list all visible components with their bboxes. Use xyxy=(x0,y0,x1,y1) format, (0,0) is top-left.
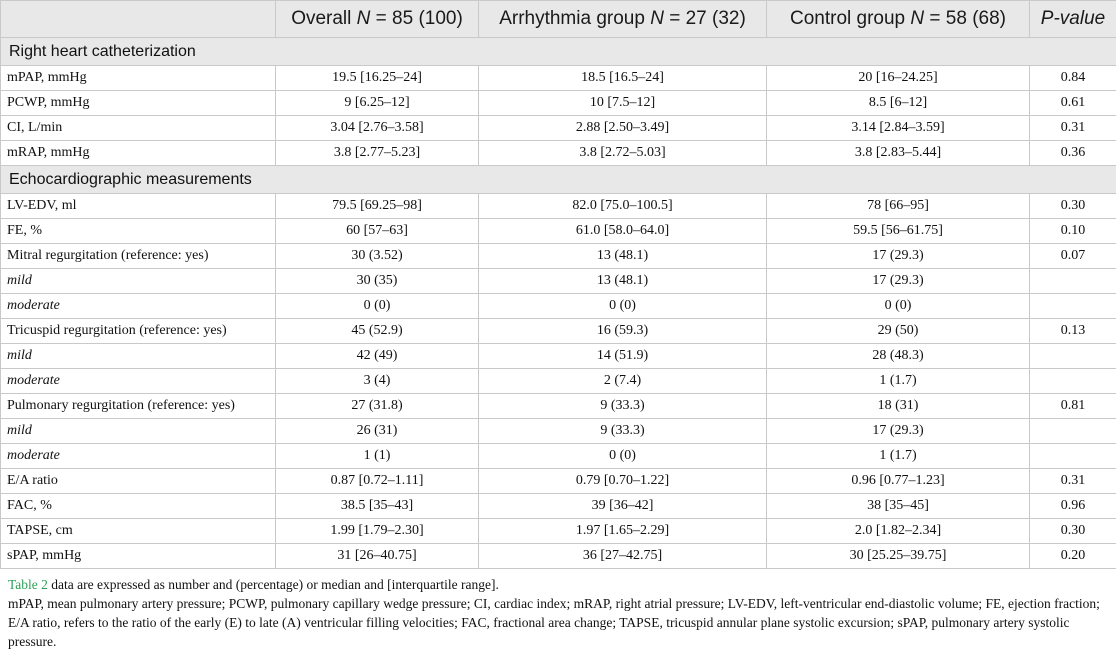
row-label: moderate xyxy=(1,444,276,469)
cell-arrhythmia: 1.97 [1.65–2.29] xyxy=(479,519,767,544)
cell-arrhythmia: 2 (7.4) xyxy=(479,369,767,394)
row-label: moderate xyxy=(1,294,276,319)
row-label: Tricuspid regurgitation (reference: yes) xyxy=(1,319,276,344)
row-label: LV-EDV, ml xyxy=(1,194,276,219)
row-label: Pulmonary regurgitation (reference: yes) xyxy=(1,394,276,419)
cell-control: 17 (29.3) xyxy=(767,244,1030,269)
row-label: mild xyxy=(1,344,276,369)
cell-pvalue xyxy=(1030,269,1116,294)
header-row xyxy=(1,1,1116,38)
cell-pvalue xyxy=(1030,344,1116,369)
cell-overall: 0.87 [0.72–1.11] xyxy=(276,469,479,494)
table-row xyxy=(1,419,1116,444)
cell-pvalue: 0.31 xyxy=(1030,469,1116,494)
header-arrhythmia xyxy=(479,1,767,38)
cell-arrhythmia: 14 (51.9) xyxy=(479,344,767,369)
row-label: mPAP, mmHg xyxy=(1,66,276,91)
cell-overall: 38.5 [35–43] xyxy=(276,494,479,519)
cell-arrhythmia: 9 (33.3) xyxy=(479,419,767,444)
cell-arrhythmia: 9 (33.3) xyxy=(479,394,767,419)
table-row xyxy=(1,444,1116,469)
cell-overall: 30 (3.52) xyxy=(276,244,479,269)
cell-arrhythmia: 0.79 [0.70–1.22] xyxy=(479,469,767,494)
cell-overall: 31 [26–40.75] xyxy=(276,544,479,569)
cell-arrhythmia: 36 [27–42.75] xyxy=(479,544,767,569)
table-row xyxy=(1,116,1116,141)
cell-control: 17 (29.3) xyxy=(767,419,1030,444)
row-label: moderate xyxy=(1,369,276,394)
section-row xyxy=(1,38,1116,66)
header-pvalue xyxy=(1030,1,1116,38)
cell-pvalue: 0.96 xyxy=(1030,494,1116,519)
cell-pvalue: 0.13 xyxy=(1030,319,1116,344)
cell-pvalue: 0.84 xyxy=(1030,66,1116,91)
cell-control: 1 (1.7) xyxy=(767,369,1030,394)
cell-control: 20 [16–24.25] xyxy=(767,66,1030,91)
section-title: Echocardiographic measurements xyxy=(1,166,1116,194)
cell-arrhythmia: 2.88 [2.50–3.49] xyxy=(479,116,767,141)
section-row xyxy=(1,166,1116,194)
cell-overall: 45 (52.9) xyxy=(276,319,479,344)
table-row xyxy=(1,141,1116,166)
header-overall-text: Overall xyxy=(291,8,357,29)
row-label: mild xyxy=(1,419,276,444)
cell-arrhythmia: 0 (0) xyxy=(479,444,767,469)
row-label: FE, % xyxy=(1,219,276,244)
header-label xyxy=(1,1,276,38)
header-overall-n: N xyxy=(356,8,371,29)
table-body xyxy=(1,38,1116,569)
cell-control: 3.8 [2.83–5.44] xyxy=(767,141,1030,166)
cell-control: 29 (50) xyxy=(767,319,1030,344)
cell-control: 8.5 [6–12] xyxy=(767,91,1030,116)
cell-control: 2.0 [1.82–2.34] xyxy=(767,519,1030,544)
header-control-n: N xyxy=(910,8,925,29)
cell-control: 30 [25.25–39.75] xyxy=(767,544,1030,569)
cell-overall: 3.04 [2.76–3.58] xyxy=(276,116,479,141)
cell-control: 78 [66–95] xyxy=(767,194,1030,219)
table-reference-link[interactable]: Table 2 xyxy=(8,577,48,592)
table-row xyxy=(1,494,1116,519)
row-label: mild xyxy=(1,269,276,294)
header-overall-count: = 85 (100) xyxy=(370,8,463,29)
row-label: CI, L/min xyxy=(1,116,276,141)
cell-control: 18 (31) xyxy=(767,394,1030,419)
header-arrhythmia-text: Arrhythmia group xyxy=(499,8,651,29)
row-label: PCWP, mmHg xyxy=(1,91,276,116)
table-row xyxy=(1,294,1116,319)
cell-overall: 3.8 [2.77–5.23] xyxy=(276,141,479,166)
cell-overall: 79.5 [69.25–98] xyxy=(276,194,479,219)
cell-pvalue: 0.30 xyxy=(1030,519,1116,544)
table-row xyxy=(1,91,1116,116)
row-label: E/A ratio xyxy=(1,469,276,494)
header-control xyxy=(767,1,1030,38)
cell-control: 0.96 [0.77–1.23] xyxy=(767,469,1030,494)
table-row xyxy=(1,519,1116,544)
table-row xyxy=(1,394,1116,419)
cell-overall: 9 [6.25–12] xyxy=(276,91,479,116)
cell-control: 28 (48.3) xyxy=(767,344,1030,369)
table-row xyxy=(1,369,1116,394)
table-row xyxy=(1,194,1116,219)
cell-arrhythmia: 82.0 [75.0–100.5] xyxy=(479,194,767,219)
cell-pvalue xyxy=(1030,419,1116,444)
cell-overall: 60 [57–63] xyxy=(276,219,479,244)
footnote-abbreviations: mPAP, mean pulmonary artery pressure; PCWP, pulmonary capillary wedge pressure; CI, cardiac index; mRAP, right atrial pressure; LV-EDV, left-ventricular end-diastolic volume; FE, ejection fraction; E/A ratio, refers to the ratio of the early (E) to late (A) ventricular filling velocities; FAC, fractional area change; TAPSE, tricuspid annular plane systolic excursion; sPAP, pulmonary artery systolic pressure. xyxy=(8,596,1100,649)
cell-overall: 27 (31.8) xyxy=(276,394,479,419)
cell-pvalue xyxy=(1030,294,1116,319)
cell-pvalue: 0.30 xyxy=(1030,194,1116,219)
table-row xyxy=(1,319,1116,344)
cell-control: 1 (1.7) xyxy=(767,444,1030,469)
header-control-text: Control group xyxy=(790,8,911,29)
cell-overall: 26 (31) xyxy=(276,419,479,444)
row-label: mRAP, mmHg xyxy=(1,141,276,166)
row-label: sPAP, mmHg xyxy=(1,544,276,569)
cell-arrhythmia: 18.5 [16.5–24] xyxy=(479,66,767,91)
cell-pvalue: 0.61 xyxy=(1030,91,1116,116)
cell-pvalue xyxy=(1030,444,1116,469)
cell-overall: 1 (1) xyxy=(276,444,479,469)
cell-arrhythmia: 3.8 [2.72–5.03] xyxy=(479,141,767,166)
row-label: FAC, % xyxy=(1,494,276,519)
cell-arrhythmia: 10 [7.5–12] xyxy=(479,91,767,116)
cell-overall: 30 (35) xyxy=(276,269,479,294)
section-title: Right heart catheterization xyxy=(1,38,1116,66)
cell-overall: 0 (0) xyxy=(276,294,479,319)
footnote-expression-text: data are expressed as number and (percentage) or median and [interquartile range]. xyxy=(47,577,499,592)
cell-pvalue: 0.36 xyxy=(1030,141,1116,166)
cell-arrhythmia: 39 [36–42] xyxy=(479,494,767,519)
table-row xyxy=(1,244,1116,269)
table-row xyxy=(1,344,1116,369)
cell-control: 17 (29.3) xyxy=(767,269,1030,294)
cell-arrhythmia: 16 (59.3) xyxy=(479,319,767,344)
header-arrhythmia-count: = 27 (32) xyxy=(663,8,746,29)
header-arrhythmia-n: N xyxy=(650,8,664,29)
cell-pvalue: 0.81 xyxy=(1030,394,1116,419)
table-row xyxy=(1,66,1116,91)
cell-arrhythmia: 0 (0) xyxy=(479,294,767,319)
cell-control: 38 [35–45] xyxy=(767,494,1030,519)
footnote-line-1 xyxy=(8,575,1108,594)
header-pvalue-text: P-value xyxy=(1040,8,1106,29)
cell-overall: 3 (4) xyxy=(276,369,479,394)
cell-arrhythmia: 61.0 [58.0–64.0] xyxy=(479,219,767,244)
cell-overall: 1.99 [1.79–2.30] xyxy=(276,519,479,544)
cell-pvalue: 0.07 xyxy=(1030,244,1116,269)
row-label: TAPSE, cm xyxy=(1,519,276,544)
cell-control: 0 (0) xyxy=(767,294,1030,319)
table-row xyxy=(1,269,1116,294)
cell-pvalue: 0.10 xyxy=(1030,219,1116,244)
cell-control: 59.5 [56–61.75] xyxy=(767,219,1030,244)
cell-pvalue: 0.20 xyxy=(1030,544,1116,569)
cell-control: 3.14 [2.84–3.59] xyxy=(767,116,1030,141)
table-footnotes xyxy=(0,569,1116,651)
table-row xyxy=(1,544,1116,569)
cell-overall: 42 (49) xyxy=(276,344,479,369)
cell-overall: 19.5 [16.25–24] xyxy=(276,66,479,91)
table-row xyxy=(1,219,1116,244)
cell-pvalue: 0.31 xyxy=(1030,116,1116,141)
cell-arrhythmia: 13 (48.1) xyxy=(479,244,767,269)
header-overall xyxy=(276,1,479,38)
table-row xyxy=(1,469,1116,494)
cell-arrhythmia: 13 (48.1) xyxy=(479,269,767,294)
row-label: Mitral regurgitation (reference: yes) xyxy=(1,244,276,269)
header-control-count: = 58 (68) xyxy=(924,8,1006,29)
cell-pvalue xyxy=(1030,369,1116,394)
